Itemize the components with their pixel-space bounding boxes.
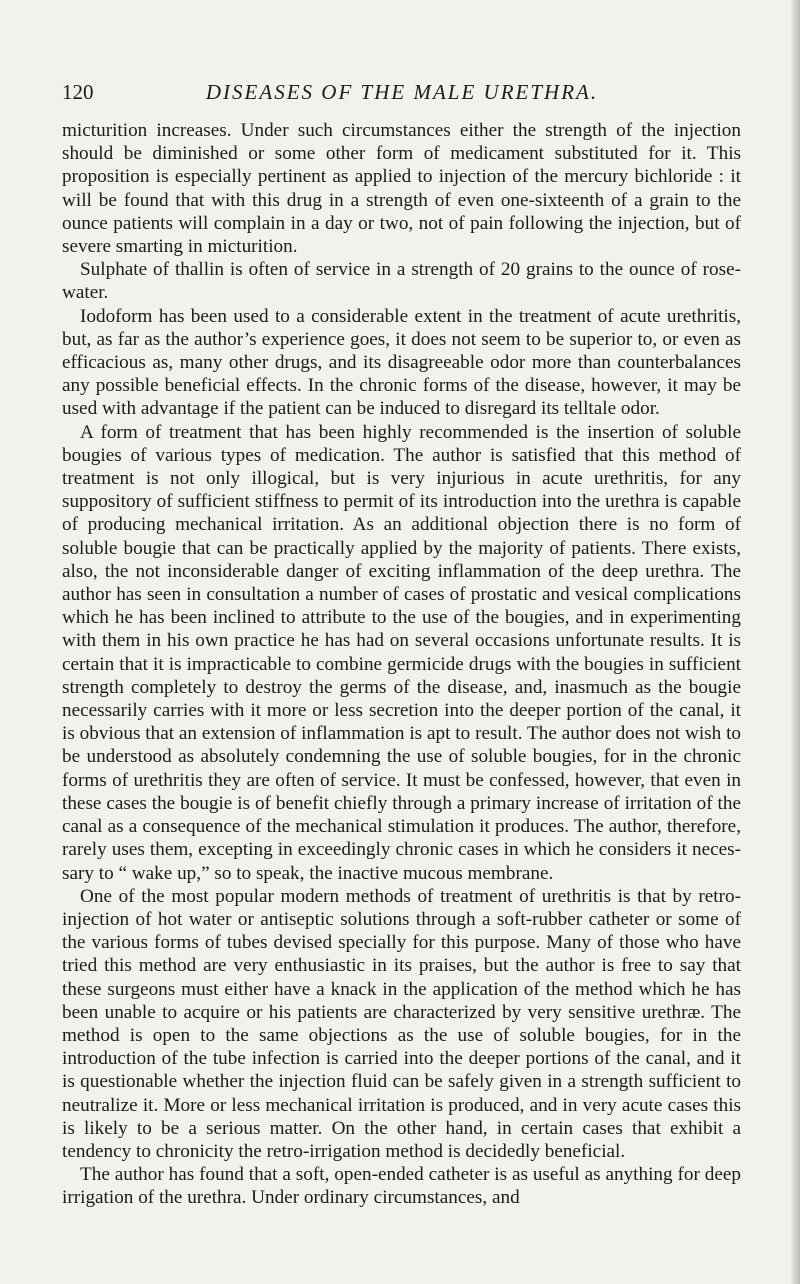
page-number: 120 [62,80,94,104]
paragraph-retro-injection: One of the most popular modern methods of treatment of urethritis is that by retro-injection of hot water or antiseptic solutions through a soft-rubber catheter or some of the various forms of tubes devised specially for this purpose. Many of those who have tried this method are very enthusiastic in its praises, but the author is free to say that these surgeons must either have a knack in the application of the method which he has been unable to acquire or his patients are characterized by very sensitive urethræ. The method is open to the same objections as the use of soluble bougies, for in the introduction of the tube infection is carried into the deeper portions of the canal, and it is questionable whether the injection fluid can be safely given in a strength sufficient to neutralize it. More or less mechanical irritation is produced, and in very acute cases this is likely to be a serious matter. On the other hand, in certain cases that exhibit a tendency to chronicity the retro-irrigation method is decidedly beneficial. [62,885,741,1162]
page-edge-shadow [790,0,800,1284]
paragraph-micturition-continued: micturition increases. Under such circumstances either the strength of the injection should be diminished or some other form of medicament substituted for it. This proposition is especially pertinent as applied to injection of the mercury bichloride : it will be found that with this drug in a strength of even one-sixteenth of a grain to the ounce patients will complain in a day or two, not of pain following the injection, but of severe smarting in micturition. [62,120,741,258]
paragraph-open-ended-catheter: The author has found that a soft, open-ended catheter is as useful as anything for deep irrigation of the urethra. Under ordinary circumstances, and [62,1164,741,1209]
paragraph-thallin: Sulphate of thallin is often of service in a strength of 20 grains to the ounce of rose-water. [62,259,741,304]
paragraph-soluble-bougies: A form of treatment that has been highly recommended is the insertion of soluble bougies of various types of medication. The author is satisfied that this method of treatment is not only illogical, but is very injurious in acute urethritis, for any suppository of sufficient stiffness to permit of its introduction into the urethra is capable of producing mechanical irritation. As an additional objection there is no form of soluble bougie that can be practically applied by the majority of patients. There exists, also, the not inconsiderable danger of exciting inflammation of the deep urethra. The author has seen in consultation a number of cases of prostatic and vesical complications which he has been inclined to attribute to the use of the bougies, and in experimenting with them in his own practice he has had on several occasions unfortunate results. It is certain that it is impracticable to combine germicide drugs with the bougies in sufficient strength completely to destroy the germs of the disease, and, inasmuch as the bougie necessarily carries with it more or less secretion into the deeper portion of the canal, it is obvious that an extension of inflammation is apt to result. The author does not wish to be understood as absolutely condemning the use of soluble bougies, for in the chronic forms of urethritis they are often of service. It must be confessed, however, that even in these cases the bougie is of benefit chiefly through a primary increase of irritation of the canal as a consequence of the mechanical stimulation it produces. The author, therefore, rarely uses them, excepting in exceedingly chronic cases in which he considers it necessary to “ wake up,” so to speak, the inactive mucous membrane. [62,421,741,884]
running-title: DISEASES OF THE MALE URETHRA. [205,80,599,104]
page-header [62,78,742,106]
paragraph-iodoform: Iodoform has been used to a considerable extent in the treatment of acute urethritis, but, as far as the author’s experience goes, it does not seem to be superior to, or even as efficacious as, many other drugs, and its disagreeable odor more than counterbalances any possible beneficial effects. In the chronic forms of the disease, however, it may be used with advantage if the patient can be induced to disregard its telltale odor. [62,305,741,420]
body-text [62,119,741,1210]
